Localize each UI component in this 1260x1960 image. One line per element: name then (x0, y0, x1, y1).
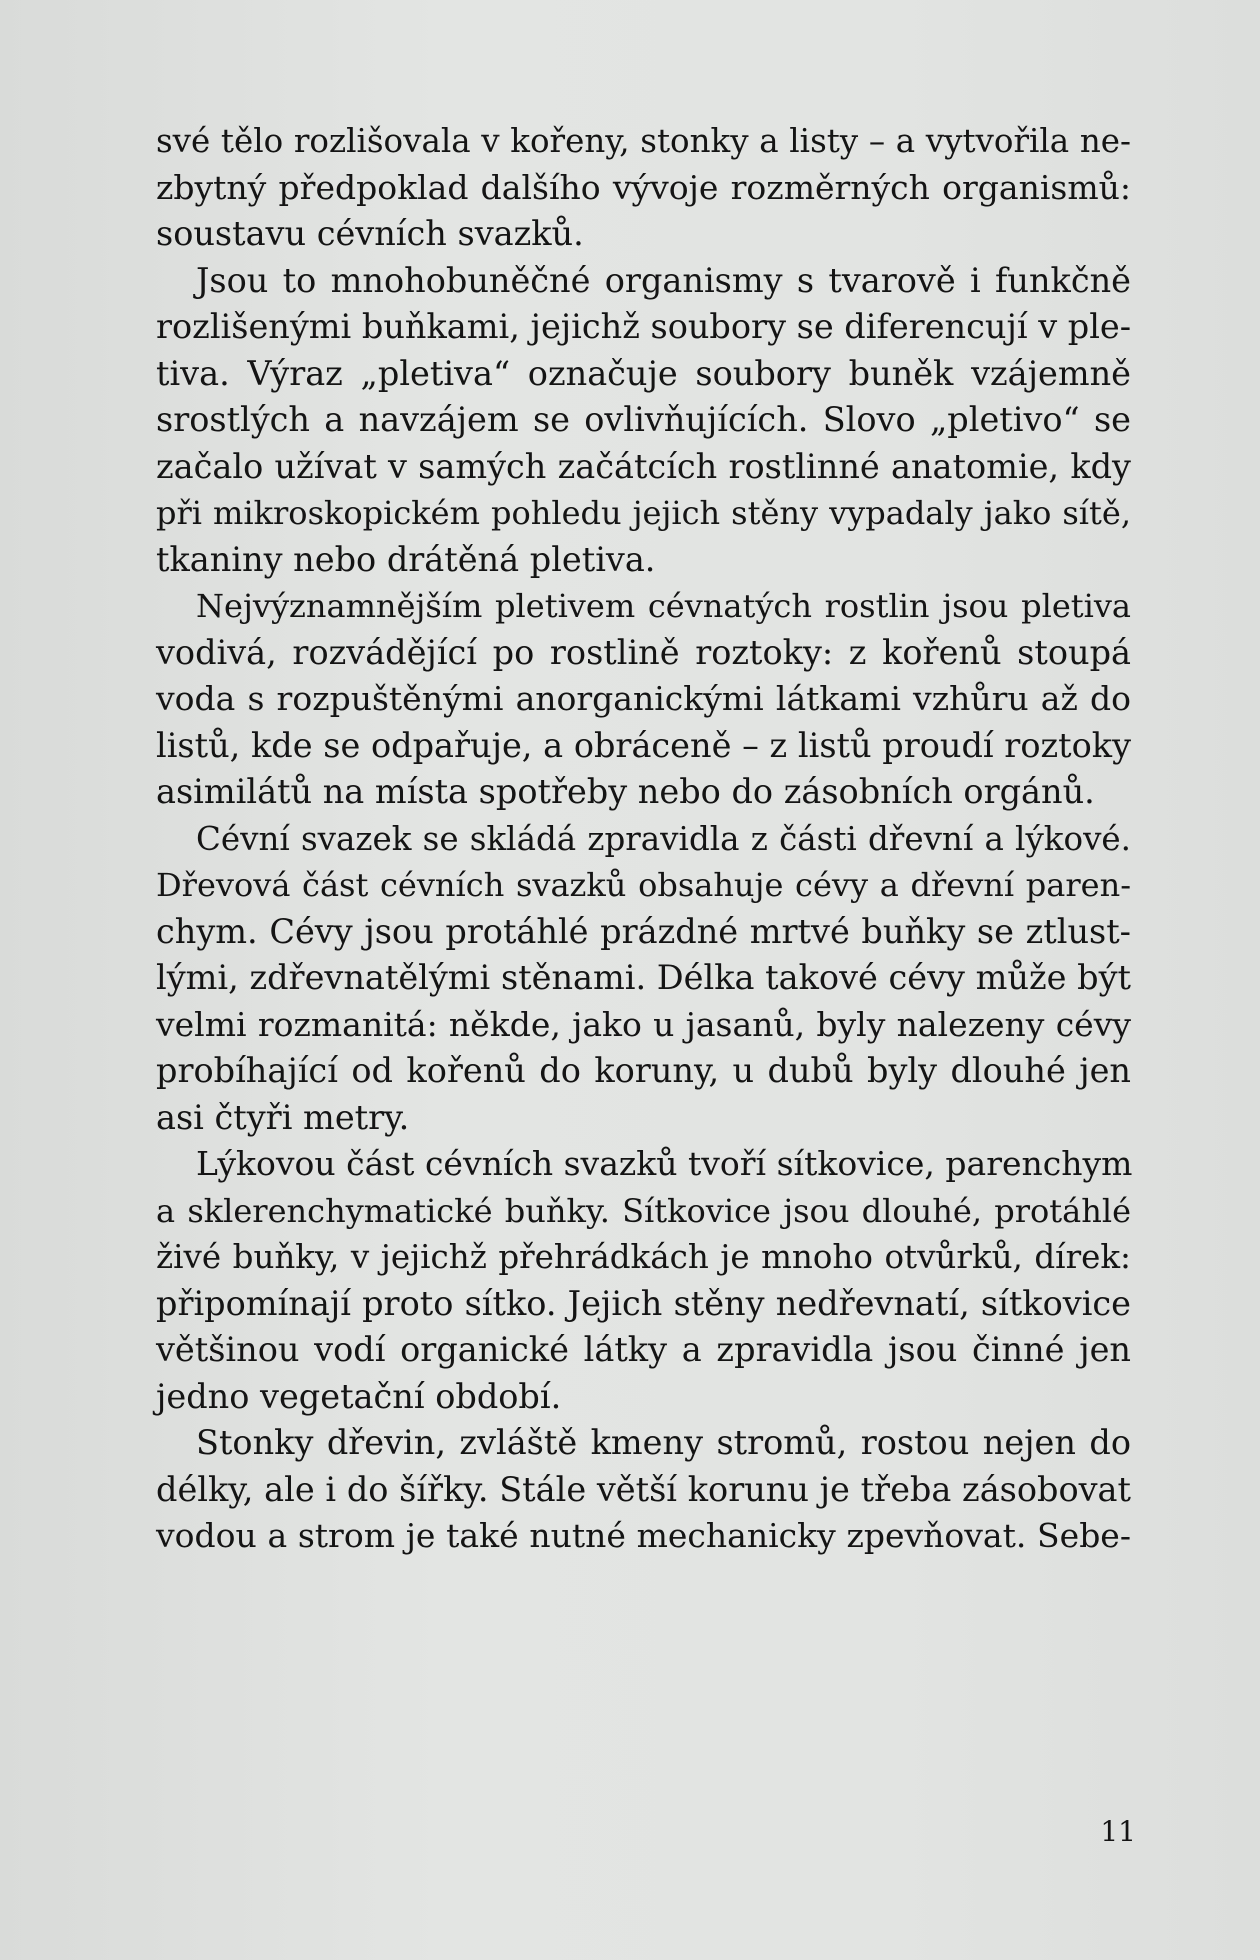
text-line: tiva. Výraz „pletiva“ označuje soubory buněk vzájemně (156, 353, 1131, 393)
text-line: většinou vodí organické látky a zpravidla jsou činné jen (156, 1330, 1131, 1369)
text-line: chym. Cévy jsou protáhlé prázdné mrtvé buňky se ztlust- (156, 911, 1131, 951)
text-line: asimilátů na místa spotřeby nebo do zásobních orgánů. (156, 772, 1095, 811)
text-line: své tělo rozlišovala v kořeny, stonky a listy – a vytvořila ne- (156, 122, 1131, 160)
text-line: velmi rozmanitá: někde, jako u jasanů, byly nalezeny cévy (156, 1004, 1131, 1044)
text-line: rozlišenými buňkami, jejichž soubory se diferencují v ple- (156, 307, 1132, 346)
text-line: živé buňky, v jejichž přehrádkách je mnoho otvůrků, dírek: (156, 1238, 1131, 1276)
text-line: Cévní svazek se skládá zpravidla z části dřevní a lýkové. (196, 819, 1131, 858)
text-line: Dřevová část cévních svazků obsahuje cévy a dřevní paren- (156, 866, 1131, 904)
text-line: voda s rozpuštěnými anorganickými látkami vzhůru až do (156, 679, 1131, 718)
text-line: vodou a strom je také nutné mechanicky zpevňovat. Sebe- (156, 1516, 1131, 1555)
text-line: při mikroskopickém pohledu jejich stěny vypadaly jako sítě, (156, 494, 1131, 532)
text-line: asi čtyři metry. (156, 1097, 410, 1137)
text-line: Lýkovou část cévních svazků tvoří sítkovice, parenchym (196, 1144, 1133, 1183)
text-line: vodivá, rozvádějící po rostlině roztoky: z kořenů stoupá (156, 632, 1131, 672)
text-line: připomínají proto sítko. Jejich stěny nedřevnatí, sítkovice (156, 1283, 1131, 1323)
text-line: Stonky dřevin, zvláště kmeny stromů, rostou nejen do (196, 1423, 1131, 1462)
body-text (156, 118, 1131, 1560)
text-line: Jsou to mnohobuněčné organismy s tvarově i funkčně (196, 260, 1131, 300)
text-line: a sklerenchymatické buňky. Sítkovice jsou dlouhé, protáhlé (156, 1191, 1131, 1230)
text-line: zbytný předpoklad dalšího vývoje rozměrných organismů: (156, 167, 1131, 207)
text-line: jedno vegetační období. (156, 1376, 562, 1416)
text-line: listů, kde se odpařuje, a obráceně – z listů proudí roztoky (156, 725, 1131, 765)
text-line: probíhající od kořenů do koruny, u dubů byly dlouhé jen (156, 1051, 1131, 1090)
text-line: Nejvýznamnějším pletivem cévnatých rostlin jsou pletiva (196, 587, 1131, 625)
text-line: soustavu cévních svazků. (156, 214, 584, 253)
page-number: 11 (1100, 1815, 1136, 1848)
text-line: lými, zdřevnatělými stěnami. Délka takové cévy může být (156, 958, 1131, 997)
text-line: srostlých a navzájem se ovlivňujících. Slovo „pletivo“ se (156, 400, 1131, 439)
text-line: délky, ale i do šířky. Stále větší korunu je třeba zásobovat (156, 1469, 1131, 1509)
text-line: začalo užívat v samých začátcích rostlinné anatomie, kdy (156, 446, 1131, 486)
text-line: tkaniny nebo drátěná pletiva. (156, 539, 656, 579)
